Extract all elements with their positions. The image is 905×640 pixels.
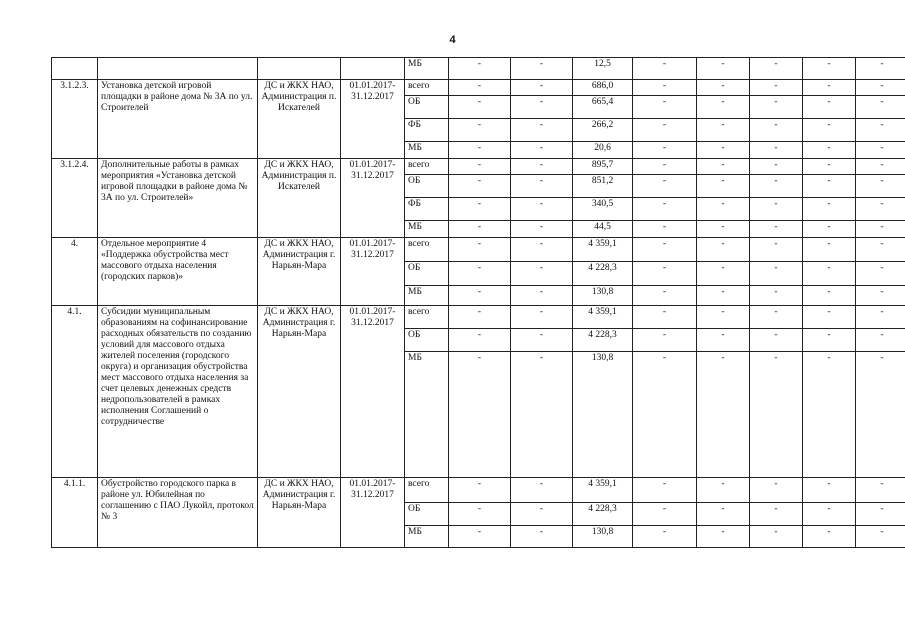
amount-cell: - (633, 478, 697, 503)
amount-cell: - (697, 262, 750, 286)
item-period (341, 58, 405, 80)
amount-cell: - (750, 119, 803, 142)
funding-source: ОБ (405, 96, 449, 119)
amount-cell: - (511, 329, 573, 352)
item-period: 01.01.2017-31.12.2017 (341, 159, 405, 238)
amount-cell: - (633, 286, 697, 306)
amount-cell: - (856, 352, 905, 478)
amount-cell: - (803, 503, 856, 526)
item-period: 01.01.2017-31.12.2017 (341, 80, 405, 159)
amount-cell: - (511, 306, 573, 329)
amount-cell: - (697, 238, 750, 262)
amount-cell: - (633, 503, 697, 526)
amount-cell: - (633, 142, 697, 159)
table-row (52, 306, 905, 329)
amount-cell: - (511, 198, 573, 221)
amount-cell: - (856, 329, 905, 352)
amount-cell: - (511, 238, 573, 262)
item-number: 4.1.1. (52, 478, 98, 548)
amount-cell: - (449, 80, 511, 96)
amount-cell: - (449, 198, 511, 221)
amount-cell: - (803, 119, 856, 142)
amount-cell: - (511, 286, 573, 306)
amount-cell: - (697, 119, 750, 142)
amount-cell: - (750, 198, 803, 221)
amount-cell: - (856, 238, 905, 262)
amount-cell: - (803, 80, 856, 96)
table-row (52, 58, 905, 80)
item-number (52, 58, 98, 80)
amount-cell: - (511, 58, 573, 80)
amount-cell: - (803, 352, 856, 478)
amount-cell: - (511, 221, 573, 238)
amount-cell: - (697, 286, 750, 306)
item-description: Отдельное мероприятие 4 «Поддержка обустройства мест массового отдыха населения (городских парков)» (98, 238, 258, 306)
amount-cell: - (449, 119, 511, 142)
amount-cell: - (449, 142, 511, 159)
amount-value: 665,4 (573, 96, 633, 119)
amount-cell: - (633, 352, 697, 478)
funding-source: ОБ (405, 329, 449, 352)
amount-cell: - (697, 352, 750, 478)
item-description: Установка детской игровой площадки в районе дома № 3А по ул. Строителей (98, 80, 258, 159)
amount-cell: - (803, 306, 856, 329)
amount-cell: - (633, 238, 697, 262)
funding-source: МБ (405, 352, 449, 478)
item-executor: ДС и ЖКХ НАО, Администрация п. Искателей (258, 80, 341, 159)
item-description: Субсидии муниципальным образованиям на софинансирование расходных обязательств по созданию условий для массового отдыха жителей поселения (городского округа) и организация обустройства мест массового отдыха населения за счет целевых денежных средств недропользователей в рамках исполнения Соглашений о сотрудничестве (98, 306, 258, 478)
amount-value: 340,5 (573, 198, 633, 221)
amount-cell: - (633, 526, 697, 548)
funding-source: всего (405, 238, 449, 262)
amount-cell: - (803, 221, 856, 238)
item-executor (258, 58, 341, 80)
table-row (52, 80, 905, 96)
table-row (52, 159, 905, 175)
amount-value: 266,2 (573, 119, 633, 142)
amount-cell: - (633, 262, 697, 286)
amount-cell: - (803, 175, 856, 198)
item-executor: ДС и ЖКХ НАО, Администрация п. Искателей (258, 159, 341, 238)
amount-cell: - (449, 503, 511, 526)
item-period: 01.01.2017-31.12.2017 (341, 306, 405, 478)
funding-source: всего (405, 306, 449, 329)
amount-cell: - (449, 58, 511, 80)
page-number: 4 (449, 34, 456, 46)
amount-cell: - (697, 198, 750, 221)
amount-cell: - (750, 526, 803, 548)
amount-cell: - (750, 329, 803, 352)
amount-cell: - (856, 503, 905, 526)
item-period: 01.01.2017-31.12.2017 (341, 238, 405, 306)
funding-source: МБ (405, 142, 449, 159)
amount-value: 4 228,3 (573, 262, 633, 286)
amount-value: 4 359,1 (573, 478, 633, 503)
funding-source: ОБ (405, 503, 449, 526)
amount-value: 130,8 (573, 352, 633, 478)
amount-cell: - (856, 58, 905, 80)
amount-cell: - (449, 329, 511, 352)
amount-cell: - (803, 198, 856, 221)
amount-cell: - (697, 503, 750, 526)
amount-value: 4 359,1 (573, 238, 633, 262)
amount-cell: - (511, 175, 573, 198)
item-executor: ДС и ЖКХ НАО, Администрация г. Нарьян-Мара (258, 238, 341, 306)
amount-cell: - (449, 352, 511, 478)
amount-cell: - (750, 80, 803, 96)
amount-cell: - (856, 262, 905, 286)
amount-value: 12,5 (573, 58, 633, 80)
amount-cell: - (697, 306, 750, 329)
amount-cell: - (856, 306, 905, 329)
amount-cell: - (856, 175, 905, 198)
amount-cell: - (633, 58, 697, 80)
amount-cell: - (803, 478, 856, 503)
funding-source: ФБ (405, 198, 449, 221)
amount-cell: - (750, 286, 803, 306)
amount-cell: - (511, 119, 573, 142)
amount-cell: - (633, 306, 697, 329)
amount-value: 20,6 (573, 142, 633, 159)
amount-cell: - (449, 262, 511, 286)
item-description: Дополнительные работы в рамках мероприятия «Установка детской игровой площадки в районе дома № 3А по ул. Строителей» (98, 159, 258, 238)
amount-cell: - (697, 159, 750, 175)
amount-cell: - (856, 478, 905, 503)
amount-cell: - (511, 352, 573, 478)
amount-cell: - (750, 159, 803, 175)
amount-cell: - (750, 175, 803, 198)
amount-cell: - (803, 238, 856, 262)
amount-cell: - (856, 142, 905, 159)
amount-cell: - (856, 159, 905, 175)
funding-source: ОБ (405, 262, 449, 286)
amount-cell: - (449, 306, 511, 329)
funding-source: МБ (405, 221, 449, 238)
item-number: 4. (52, 238, 98, 306)
amount-cell: - (697, 142, 750, 159)
amount-cell: - (511, 262, 573, 286)
amount-cell: - (511, 142, 573, 159)
funding-source: всего (405, 159, 449, 175)
amount-cell: - (750, 306, 803, 329)
amount-value: 4 359,1 (573, 306, 633, 329)
amount-cell: - (803, 286, 856, 306)
amount-cell: - (633, 329, 697, 352)
amount-cell: - (633, 119, 697, 142)
amount-cell: - (750, 503, 803, 526)
amount-cell: - (803, 142, 856, 159)
amount-cell: - (633, 159, 697, 175)
table-row (52, 478, 905, 503)
table-row (52, 238, 905, 262)
amount-value: 686,0 (573, 80, 633, 96)
amount-cell: - (511, 478, 573, 503)
amount-cell: - (750, 238, 803, 262)
item-number: 3.1.2.3. (52, 80, 98, 159)
amount-cell: - (449, 159, 511, 175)
amount-cell: - (803, 58, 856, 80)
amount-cell: - (856, 526, 905, 548)
amount-cell: - (633, 80, 697, 96)
amount-cell: - (803, 262, 856, 286)
amount-value: 130,8 (573, 526, 633, 548)
amount-value: 4 228,3 (573, 503, 633, 526)
amount-cell: - (633, 96, 697, 119)
amount-cell: - (803, 526, 856, 548)
amount-cell: - (511, 80, 573, 96)
amount-cell: - (449, 526, 511, 548)
item-description (98, 58, 258, 80)
amount-value: 4 228,3 (573, 329, 633, 352)
amount-cell: - (750, 96, 803, 119)
amount-cell: - (750, 352, 803, 478)
funding-table (51, 57, 905, 548)
funding-source: всего (405, 80, 449, 96)
amount-cell: - (856, 119, 905, 142)
amount-cell: - (750, 262, 803, 286)
item-number: 4.1. (52, 306, 98, 478)
amount-cell: - (856, 198, 905, 221)
amount-cell: - (449, 221, 511, 238)
amount-cell: - (697, 80, 750, 96)
amount-cell: - (697, 175, 750, 198)
amount-value: 130,8 (573, 286, 633, 306)
item-period: 01.01.2017-31.12.2017 (341, 478, 405, 548)
amount-cell: - (697, 58, 750, 80)
amount-cell: - (750, 221, 803, 238)
amount-value: 44,5 (573, 221, 633, 238)
amount-cell: - (856, 96, 905, 119)
amount-cell: - (449, 175, 511, 198)
amount-cell: - (449, 478, 511, 503)
amount-cell: - (750, 58, 803, 80)
amount-cell: - (697, 96, 750, 119)
funding-source: ОБ (405, 175, 449, 198)
amount-cell: - (449, 238, 511, 262)
amount-cell: - (449, 286, 511, 306)
item-number: 3.1.2.4. (52, 159, 98, 238)
funding-source: ФБ (405, 119, 449, 142)
amount-value: 851,2 (573, 175, 633, 198)
item-description: Обустройство городского парка в районе ул. Юбилейная по соглашению с ПАО Лукойл, протокол № 3 (98, 478, 258, 548)
amount-cell: - (633, 198, 697, 221)
amount-cell: - (633, 221, 697, 238)
amount-cell: - (803, 159, 856, 175)
funding-source: МБ (405, 526, 449, 548)
funding-source: МБ (405, 286, 449, 306)
amount-cell: - (697, 478, 750, 503)
amount-cell: - (803, 329, 856, 352)
amount-cell: - (449, 96, 511, 119)
funding-source: всего (405, 478, 449, 503)
amount-cell: - (856, 221, 905, 238)
amount-value: 895,7 (573, 159, 633, 175)
funding-source: МБ (405, 58, 449, 80)
amount-cell: - (750, 142, 803, 159)
item-executor: ДС и ЖКХ НАО, Администрация г. Нарьян-Мара (258, 478, 341, 548)
item-executor: ДС и ЖКХ НАО, Администрация г. Нарьян-Мара (258, 306, 341, 478)
amount-cell: - (697, 329, 750, 352)
amount-cell: - (511, 503, 573, 526)
amount-cell: - (856, 286, 905, 306)
amount-cell: - (697, 221, 750, 238)
amount-cell: - (511, 96, 573, 119)
table-body (52, 58, 905, 548)
amount-cell: - (511, 526, 573, 548)
amount-cell: - (633, 175, 697, 198)
amount-cell: - (856, 80, 905, 96)
amount-cell: - (803, 96, 856, 119)
amount-cell: - (697, 526, 750, 548)
amount-cell: - (511, 159, 573, 175)
amount-cell: - (750, 478, 803, 503)
